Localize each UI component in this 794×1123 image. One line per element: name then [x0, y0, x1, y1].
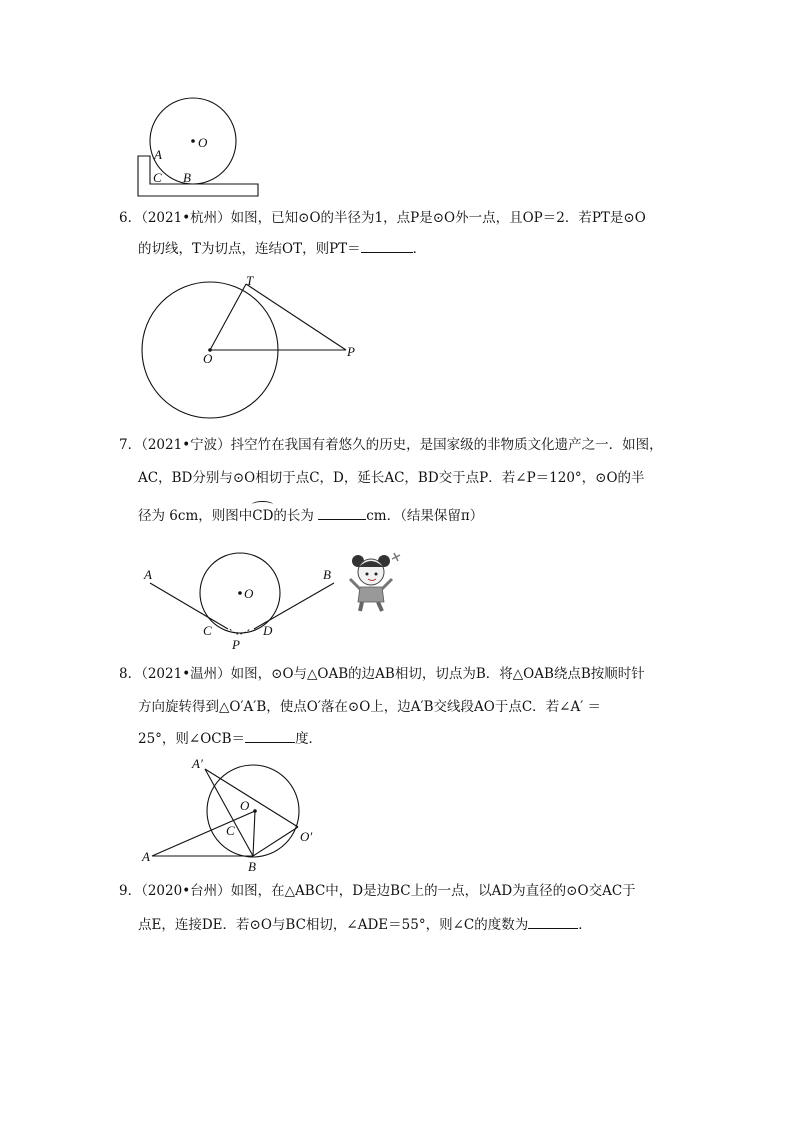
figure-diabolo — [138, 545, 408, 655]
figure-rotation — [138, 755, 338, 875]
q6-line-2-end: ． — [412, 241, 427, 257]
label-A: A — [144, 567, 152, 582]
answer-blank[interactable] — [361, 238, 413, 253]
answer-blank[interactable] — [528, 914, 578, 929]
label-A: A — [142, 849, 150, 864]
label-B: B — [248, 859, 256, 874]
q6-line-2-text: 的切线，T为切点，连结OT，则PT＝ — [138, 241, 361, 257]
q8-line-3-text: 25°，则∠OCB＝ — [138, 731, 246, 747]
q9-line-2 — [138, 914, 592, 935]
figure-tangent-pt-svg — [138, 270, 368, 420]
q9-line-2-end: ． — [578, 917, 592, 933]
q8-line-1: 8．（2021•温州）如图，⊙O与△OAB的边AB相切，切点为B．将△OAB绕点B按顺时针 — [119, 666, 645, 682]
label-O: O — [244, 586, 254, 601]
q8-line-3-end: 度． — [295, 731, 323, 747]
label-O-prime: O′ — [300, 829, 313, 844]
q6-line-1: 6．（2021•杭州）如图，已知⊙O的半径为1，点P是⊙O外一点，且OP＝2．若PT是⊙O — [119, 210, 646, 226]
label-C: C — [203, 623, 212, 638]
label-T: T — [246, 273, 254, 288]
cartoon-girl-image — [350, 553, 400, 611]
label-C: C — [226, 823, 235, 838]
q7-line-3-text: 径为 6cm，则图中 — [138, 508, 253, 524]
label-O: O — [203, 351, 213, 366]
figure-rotation-svg — [138, 755, 338, 875]
figure-circle-on-step — [130, 95, 270, 205]
label-O: O — [240, 798, 250, 813]
label-P: P — [347, 344, 355, 359]
label-A: A — [154, 147, 162, 162]
q8-line-2: 方向旋转得到△O′A′B，使点O′落在⊙O上，边A′B交线段AO于点C．若∠A′ ＝ — [138, 699, 602, 715]
q7-line-2: AC，BD分别与⊙O相切于点C，D，延长AC，BD交于点P．若∠P＝120°，⊙O的半 — [138, 470, 645, 486]
label-C: C — [153, 170, 162, 185]
q7-line-3-end: cm．（结果保留π） — [366, 508, 484, 524]
label-B: B — [323, 567, 331, 582]
label-A-prime: A′ — [192, 756, 203, 771]
q7-line-3 — [138, 505, 483, 526]
figure-diabolo-svg — [138, 545, 408, 655]
answer-blank[interactable] — [245, 728, 295, 743]
q8-line-3 — [138, 728, 322, 749]
label-O: O — [198, 135, 208, 150]
figure-tangent-pt — [138, 270, 368, 420]
q6-line-2 — [138, 238, 426, 259]
arc-cd: CD — [252, 508, 274, 524]
figure-circle-on-step-svg — [130, 95, 270, 205]
answer-blank[interactable] — [318, 505, 366, 520]
q7-line-3-mid: 的长为 — [273, 508, 319, 524]
label-D: D — [263, 623, 273, 638]
q9-line-2-text: 点E，连接DE．若⊙O与BC相切，∠ADE＝55°，则∠C的度数为 — [138, 917, 529, 933]
label-P: P — [232, 637, 240, 652]
q9-line-1: 9．（2020•台州）如图，在△ABC中，D是边BC上的一点，以AD为直径的⊙O交AC于 — [119, 883, 636, 899]
q7-line-1: 7．（2021•宁波）抖空竹在我国有着悠久的历史，是国家级的非物质文化遗产之一．如图， — [119, 437, 663, 453]
label-B: B — [183, 170, 191, 185]
